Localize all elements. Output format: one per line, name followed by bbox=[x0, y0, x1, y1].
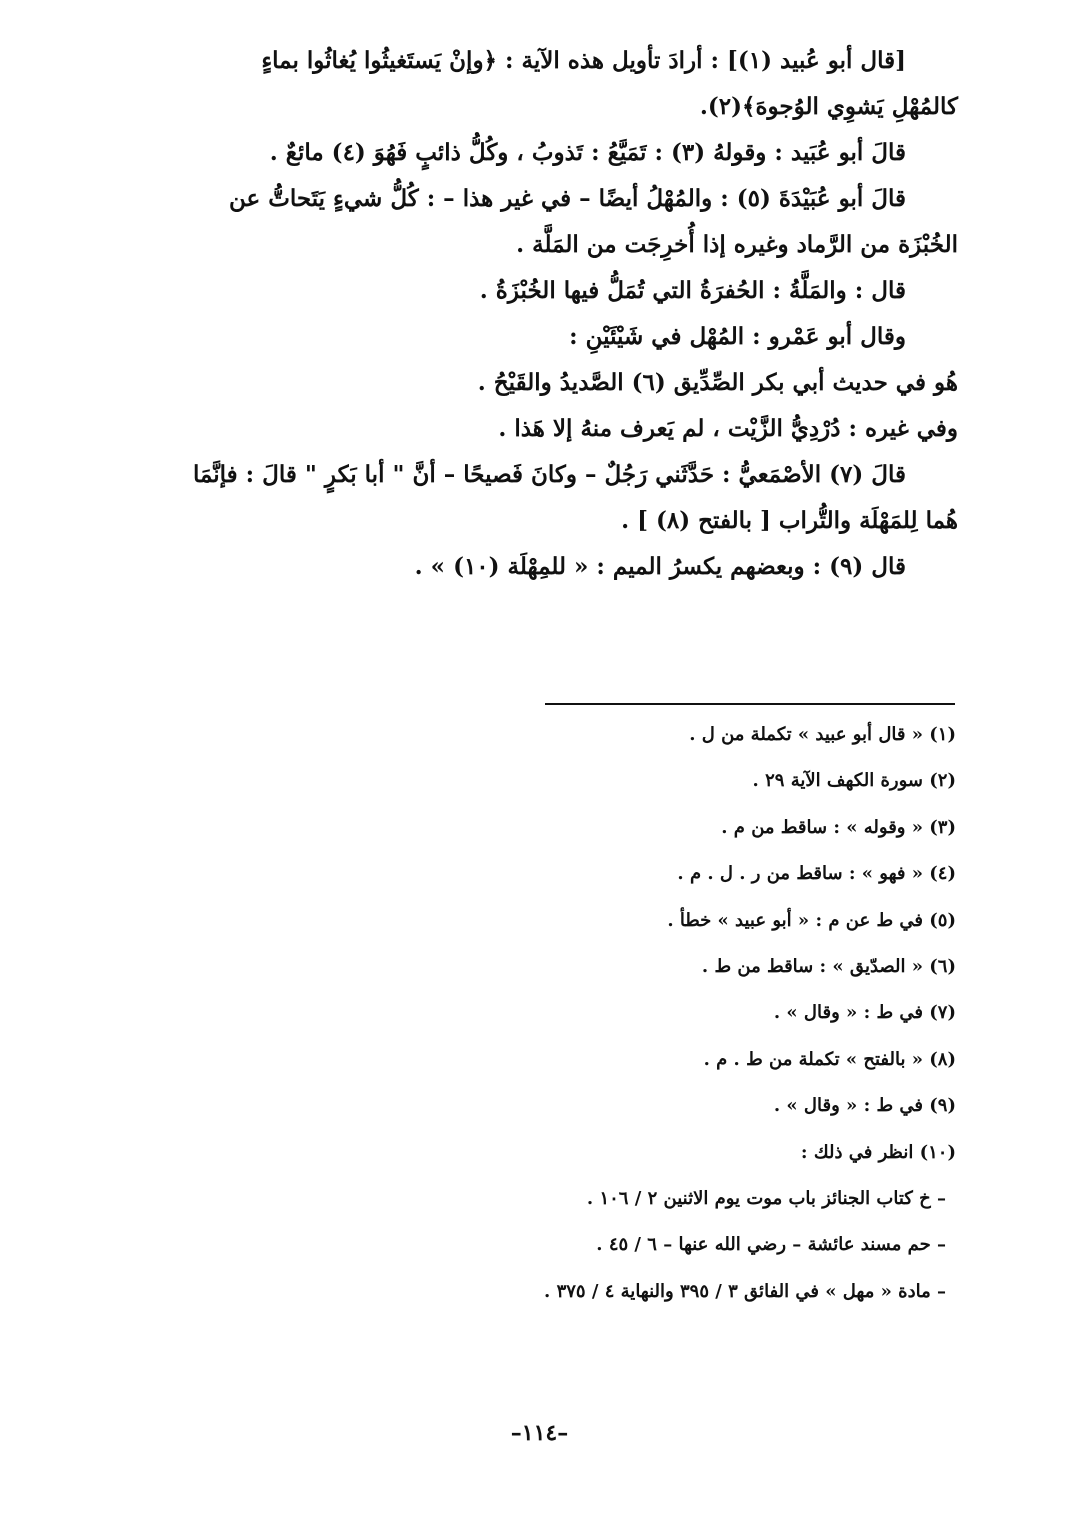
text-line: الخُبْزَة من الرَّماد وغيره إذا أُخرِجَت من المَلَّة . bbox=[516, 231, 958, 258]
main-text bbox=[180, 38, 958, 590]
footnote: (٩) في ط : « وقال » . bbox=[773, 1095, 956, 1117]
footnotes bbox=[300, 712, 956, 1315]
text-line: هُو في حديث أبي بكر الصِّدِّيق (٦) الصَّديدُ والقَيْحُ . bbox=[477, 369, 958, 396]
text-line: قالَ (٧) الأصْمَعيُّ : حَدَّثَني رَجُلٌ – وكانَ فَصيحًا – أنَّ " أبا بَكرٍ " قالَ : فإنَّمَا bbox=[192, 461, 906, 488]
text-line: هُما لِلمَهْلَة والتُّراب [ بالفتح (٨) ] . bbox=[621, 507, 958, 534]
text-line: قالَ أبو عُبَيد : وقولهُ (٣) : تَمَيَّعُ : تَذوبُ ، وكُلُّ ذائبٍ فَهُوَ (٤) مائعٌ . bbox=[269, 139, 906, 166]
text-line: وفي غيره : دُرْدِيُّ الزَّيْت ، لم يَعرف منهُ إلا هَذا . bbox=[498, 415, 958, 442]
footnote: (٢) سورة الكهف الآية ٢٩ . bbox=[752, 770, 956, 792]
footnote: (٣) « وقوله » : ساقط من م . bbox=[721, 816, 956, 838]
text-line: كالمُهْلِ يَشوِي الوُجوهَ﴾(٢). bbox=[699, 93, 958, 120]
footnote: (١٠) انظر في ذلك : bbox=[800, 1141, 956, 1163]
text-line: قال : والمَلَّةُ : الحُفرَةُ التي تُمَلُّ فيها الخُبْزَةُ . bbox=[479, 277, 906, 304]
page-number: –١١٤– bbox=[510, 1420, 569, 1446]
footnote: – مادة « مهل » في الفائق ٣ / ٣٩٥ والنهاية ٤ / ٣٧٥ . bbox=[544, 1280, 946, 1302]
text-line: [قال أبو عُبيد (١)] : أرادَ تأويل هذه الآية : ﴿وإنْ يَستَغيثُوا يُغاثُوا بماءٍ bbox=[261, 47, 906, 74]
footnote: – حم مسند عائشة – رضي الله عنها – ٦ / ٤٥ . bbox=[596, 1234, 946, 1256]
footnote: (١) « قال أبو عبيد » تكملة من ل . bbox=[689, 724, 956, 745]
footnote: (٧) في ط : « وقال » . bbox=[773, 1002, 956, 1024]
footnote-separator bbox=[545, 703, 955, 705]
text-line: قال (٩) : وبعضهم يكسرُ الميم : « للمِهْلَة (١٠) » . bbox=[414, 553, 906, 580]
footnote: (٤) « فهو » : ساقط من ر . ل . م . bbox=[677, 863, 956, 885]
footnote: (٥) في ط عن م : « أبو عبيد » خطأ . bbox=[667, 909, 956, 931]
footnote: (٦) « الصدّيق » : ساقط من ط . bbox=[701, 956, 956, 978]
footnote: (٨) « بالفتح » تكملة من ط . م . bbox=[703, 1048, 956, 1070]
text-line: قالَ أبو عُبَيْدَةَ (٥) : والمُهْلُ أيضًا – في غير هذا – : كُلُّ شيءٍ يَتَحاتُّ عن bbox=[228, 185, 906, 212]
footnote: – خ كتاب الجنائز باب موت يوم الاثنين ٢ / ١٠٦ . bbox=[586, 1188, 946, 1210]
text-line: وقال أبو عَمْرو : المُهْل في شَيْئَيْنِ : bbox=[569, 323, 906, 350]
